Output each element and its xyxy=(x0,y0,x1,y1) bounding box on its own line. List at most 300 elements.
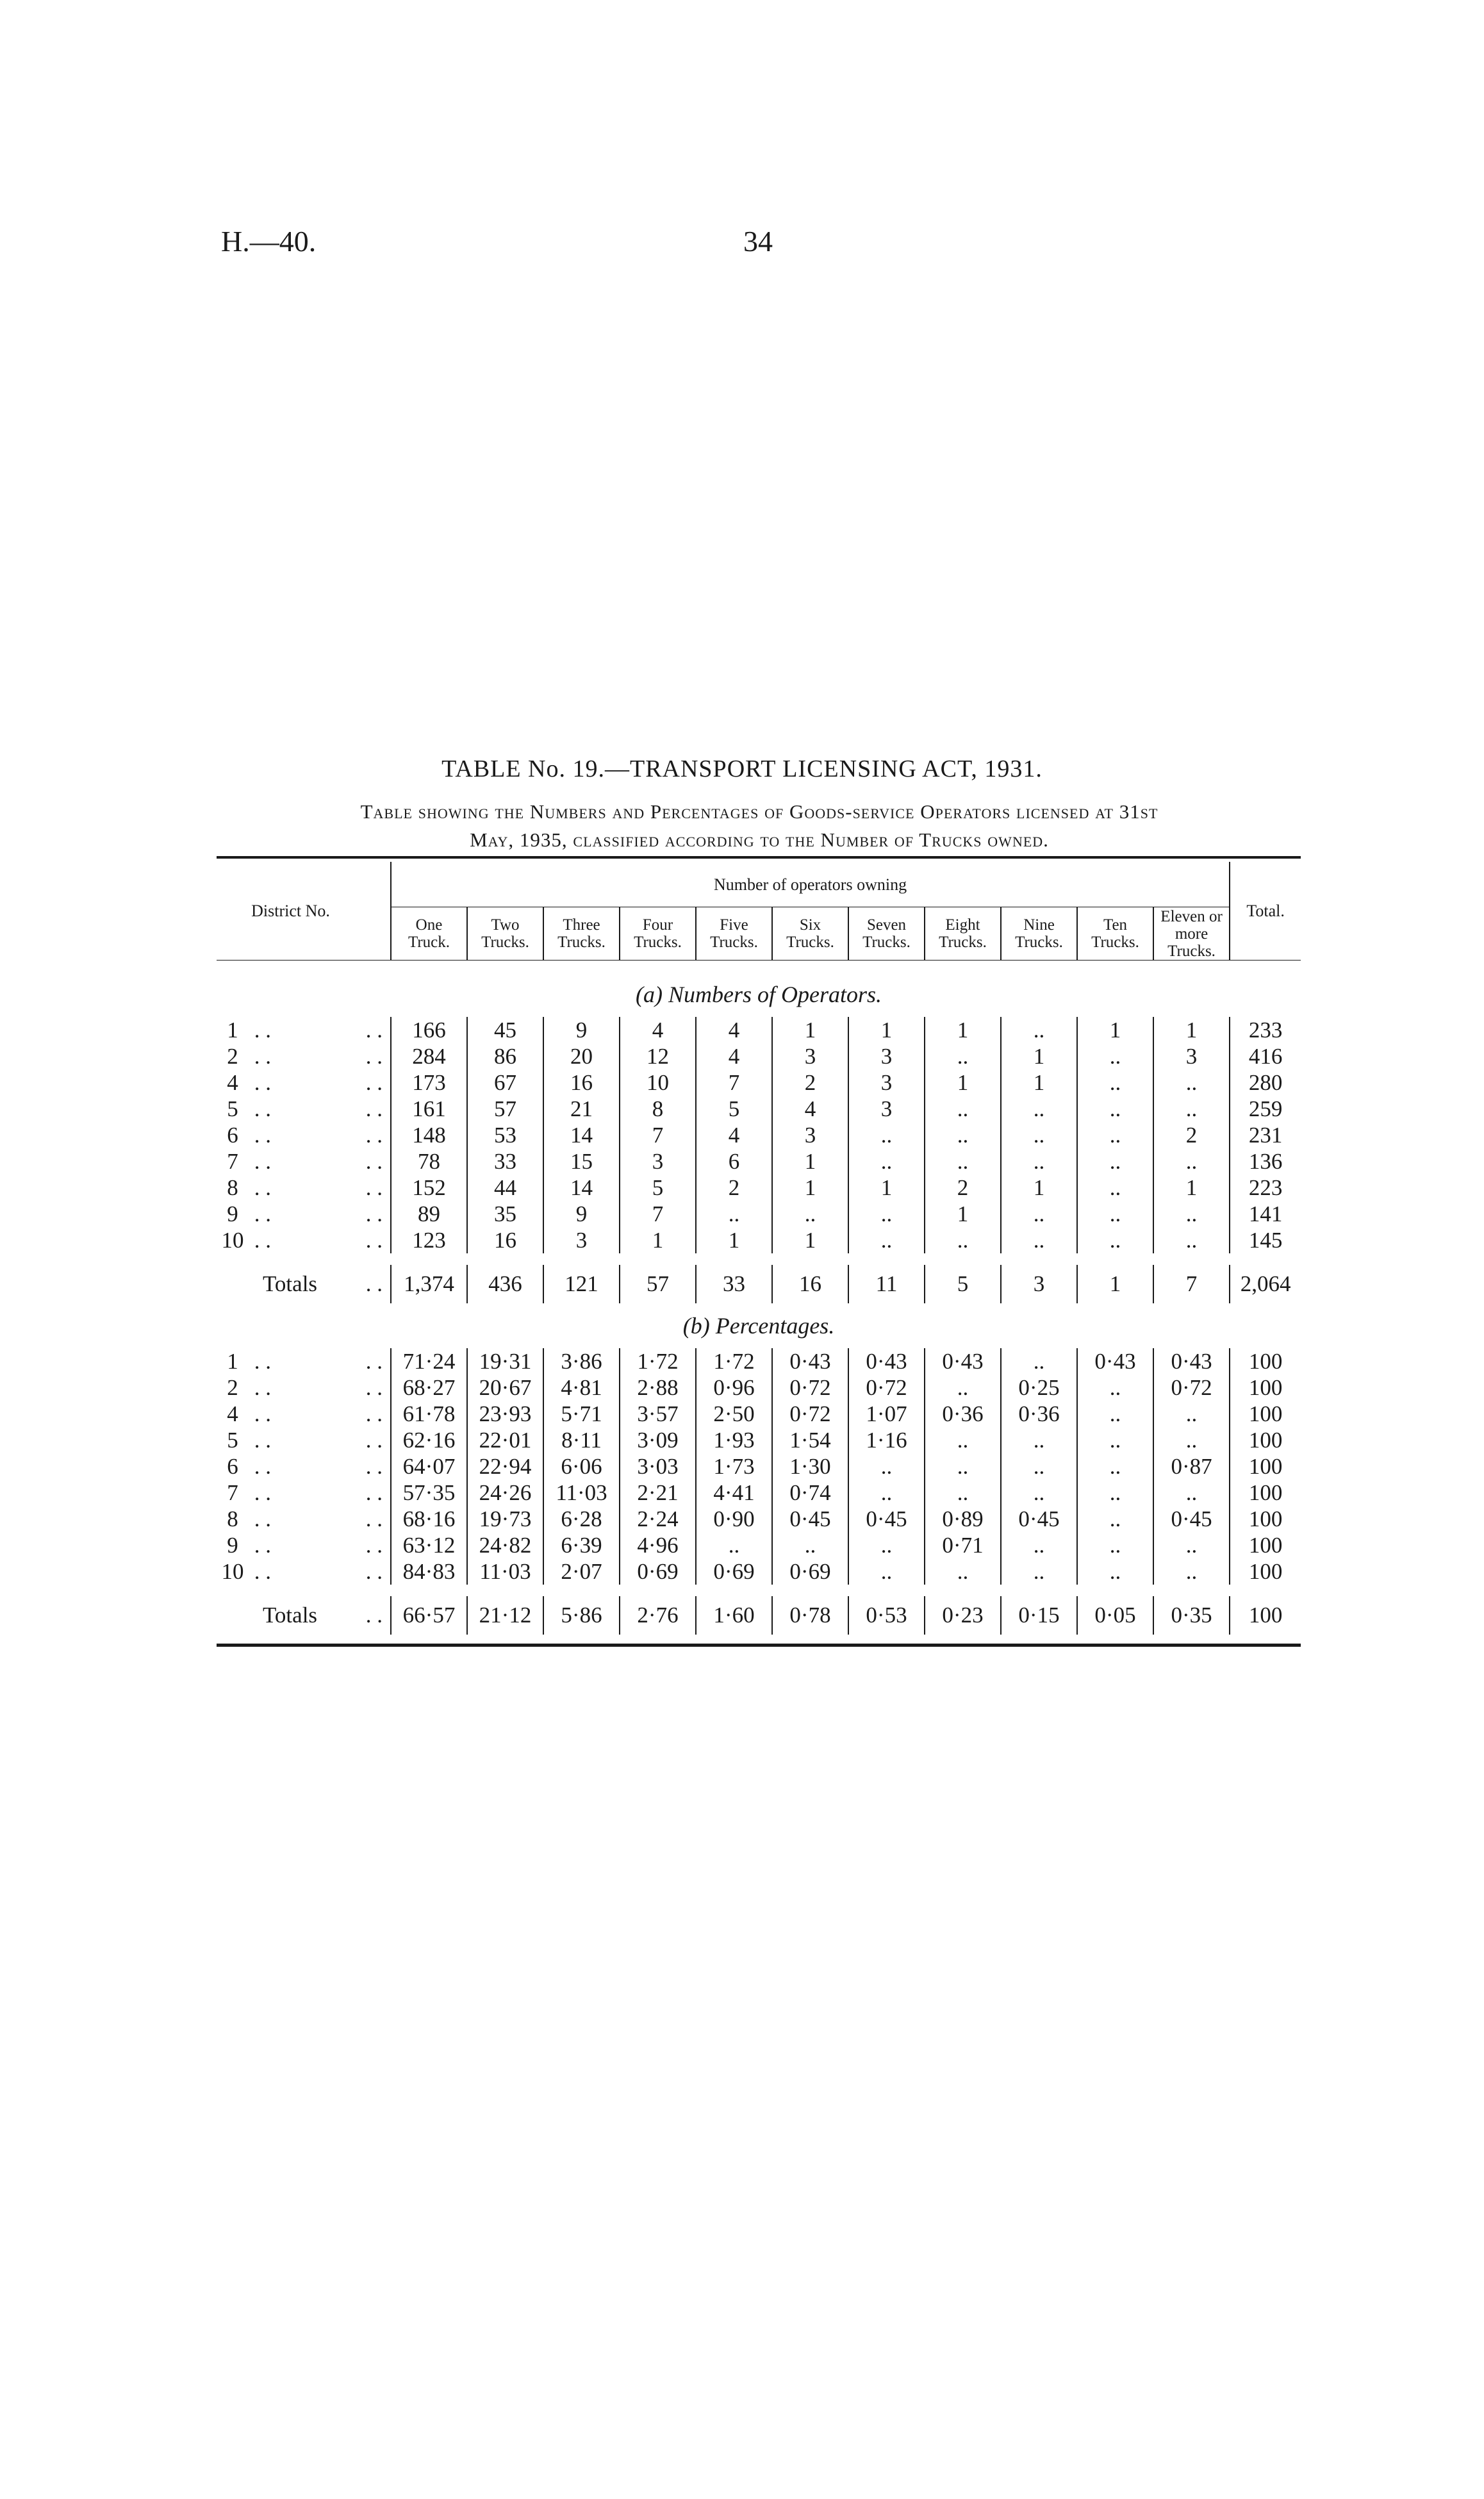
value-cell: 8·11 xyxy=(543,1427,620,1453)
leader-dots: . . xyxy=(365,1070,383,1095)
leader-dots: . . xyxy=(365,1175,383,1200)
leader-dots: . . xyxy=(365,1349,383,1374)
total-cell: 100 xyxy=(1230,1427,1301,1453)
value-cell: 3 xyxy=(848,1096,925,1122)
value-cell: .. xyxy=(1001,1558,1077,1585)
value-cell: 20·67 xyxy=(467,1374,543,1401)
value-cell: .. xyxy=(1153,1227,1230,1253)
value-cell: .. xyxy=(925,1558,1001,1585)
value-cell: 22·01 xyxy=(467,1427,543,1453)
leader-dots: . . xyxy=(365,1603,383,1628)
value-cell: .. xyxy=(848,1148,925,1175)
total-cell: 100 xyxy=(1230,1453,1301,1480)
leader-dots: . . xyxy=(249,1149,271,1174)
district-number: 8 xyxy=(227,1175,238,1200)
value-cell: 0·43 xyxy=(1077,1348,1153,1374)
spacer-row xyxy=(217,961,1301,973)
value-cell: 284 xyxy=(391,1043,467,1069)
value-cell: .. xyxy=(1077,1453,1153,1480)
totals-value-cell: 16 xyxy=(772,1265,848,1303)
totals-label-cell xyxy=(217,1596,391,1635)
table-row xyxy=(217,1148,1301,1175)
leader-dots: . . xyxy=(365,1096,383,1121)
leader-dots: . . xyxy=(365,1149,383,1174)
value-cell: .. xyxy=(848,1122,925,1148)
total-cell: 416 xyxy=(1230,1043,1301,1069)
column-header-line: Six xyxy=(799,916,821,934)
column-header-line: Eleven or xyxy=(1160,907,1223,925)
district-number: 7 xyxy=(227,1480,238,1505)
value-cell: 1·07 xyxy=(848,1401,925,1427)
value-cell: 0·72 xyxy=(848,1374,925,1401)
table-row xyxy=(217,1401,1301,1427)
totals-value-cell: 66·57 xyxy=(391,1596,467,1635)
column-header-line: Trucks. xyxy=(1015,934,1063,951)
column-header-line: Three xyxy=(563,916,600,934)
value-cell: .. xyxy=(925,1453,1001,1480)
value-cell: 4 xyxy=(696,1043,772,1069)
bottom-rule xyxy=(217,1644,1301,1647)
value-cell: 19·31 xyxy=(467,1348,543,1374)
district-number: 2 xyxy=(227,1375,238,1400)
value-cell: 16 xyxy=(467,1227,543,1253)
section-heading-row xyxy=(217,972,1301,1017)
value-cell: 6 xyxy=(696,1148,772,1175)
value-cell: 33 xyxy=(467,1148,543,1175)
value-cell: 0·43 xyxy=(772,1348,848,1374)
column-header-line: Trucks. xyxy=(634,934,682,951)
table-row xyxy=(217,1506,1301,1532)
value-cell: 89 xyxy=(391,1201,467,1227)
district-number: 10 xyxy=(221,1228,244,1253)
value-cell: 3·09 xyxy=(620,1427,696,1453)
total-cell: 100 xyxy=(1230,1348,1301,1374)
value-cell: 1·16 xyxy=(848,1427,925,1453)
column-header-line: Ten xyxy=(1103,916,1128,934)
district-cell xyxy=(217,1506,391,1532)
leader-dots: . . xyxy=(365,1480,383,1505)
column-header-line: Four xyxy=(642,916,673,934)
totals-value-cell: 33 xyxy=(696,1265,772,1303)
value-cell: .. xyxy=(1001,1096,1077,1122)
value-cell: 64·07 xyxy=(391,1453,467,1480)
value-cell: 1·30 xyxy=(772,1453,848,1480)
totals-value-cell: 5 xyxy=(925,1265,1001,1303)
column-header xyxy=(696,907,772,961)
value-cell: .. xyxy=(1001,1453,1077,1480)
page-code: H.—40. xyxy=(221,225,317,258)
table-row xyxy=(217,1558,1301,1585)
value-cell: 3 xyxy=(772,1043,848,1069)
district-cell xyxy=(217,1453,391,1480)
value-cell: 57 xyxy=(467,1096,543,1122)
value-cell: 1 xyxy=(772,1017,848,1043)
leader-dots: . . xyxy=(365,1506,383,1531)
district-number: 1 xyxy=(227,1349,238,1374)
total-cell: 223 xyxy=(1230,1175,1301,1201)
value-cell: 0·45 xyxy=(1153,1506,1230,1532)
value-cell: 2 xyxy=(772,1069,848,1096)
totals-value-cell: 11 xyxy=(848,1265,925,1303)
total-cell: 233 xyxy=(1230,1017,1301,1043)
value-cell: 7 xyxy=(696,1069,772,1096)
leader-dots: . . xyxy=(249,1428,271,1453)
table-row xyxy=(217,1201,1301,1227)
value-cell: 0·72 xyxy=(772,1374,848,1401)
value-cell: 6·28 xyxy=(543,1506,620,1532)
value-cell: 1·93 xyxy=(696,1427,772,1453)
value-cell: 4·81 xyxy=(543,1374,620,1401)
value-cell: 1 xyxy=(848,1017,925,1043)
value-cell: 0·96 xyxy=(696,1374,772,1401)
table-title: TABLE No. 19.—TRANSPORT LICENSING ACT, 1931. xyxy=(441,755,1043,782)
value-cell: .. xyxy=(1153,1427,1230,1453)
value-cell: 3 xyxy=(620,1148,696,1175)
value-cell: 4·41 xyxy=(696,1480,772,1506)
district-cell xyxy=(217,1480,391,1506)
value-cell: .. xyxy=(1077,1401,1153,1427)
value-cell: 11·03 xyxy=(543,1480,620,1506)
table-row xyxy=(217,1453,1301,1480)
value-cell: 2 xyxy=(696,1175,772,1201)
value-cell: 8 xyxy=(620,1096,696,1122)
table-row xyxy=(217,1175,1301,1201)
value-cell: .. xyxy=(925,1122,1001,1148)
value-cell: 0·90 xyxy=(696,1506,772,1532)
leader-dots: . . xyxy=(365,1123,383,1148)
table-row xyxy=(217,1043,1301,1069)
total-cell: 259 xyxy=(1230,1096,1301,1122)
value-cell: 24·26 xyxy=(467,1480,543,1506)
value-cell: .. xyxy=(1077,1175,1153,1201)
value-cell: .. xyxy=(848,1201,925,1227)
value-cell: 1 xyxy=(1001,1069,1077,1096)
total-cell: 100 xyxy=(1230,1374,1301,1401)
value-cell: .. xyxy=(1001,1348,1077,1374)
value-cell: 68·16 xyxy=(391,1506,467,1532)
value-cell: 0·43 xyxy=(848,1348,925,1374)
leader-dots: . . xyxy=(365,1375,383,1400)
leader-dots: . . xyxy=(249,1375,271,1400)
totals-value-cell: 5·86 xyxy=(543,1596,620,1635)
totals-value-cell: 0·78 xyxy=(772,1596,848,1635)
column-header-line: Trucks. xyxy=(1091,934,1139,951)
column-header xyxy=(925,907,1001,961)
column-header-line: Nine xyxy=(1023,916,1055,934)
grand-total-cell: 100 xyxy=(1230,1596,1301,1635)
value-cell: 0·45 xyxy=(1001,1506,1077,1532)
leader-dots: . . xyxy=(249,1070,271,1095)
totals-value-cell: 1 xyxy=(1077,1265,1153,1303)
value-cell: .. xyxy=(1077,1374,1153,1401)
column-header xyxy=(620,907,696,961)
leader-dots: . . xyxy=(249,1201,271,1226)
leader-dots: . . xyxy=(249,1044,271,1069)
value-cell: 2·24 xyxy=(620,1506,696,1532)
value-cell: 161 xyxy=(391,1096,467,1122)
section-heading-row xyxy=(217,1303,1301,1348)
value-cell: .. xyxy=(1153,1201,1230,1227)
value-cell: .. xyxy=(1001,1532,1077,1558)
value-cell: 4 xyxy=(696,1122,772,1148)
group-header: Number of operators owning xyxy=(391,862,1230,907)
value-cell: 1 xyxy=(772,1227,848,1253)
district-cell xyxy=(217,1096,391,1122)
leader-dots: . . xyxy=(249,1175,271,1200)
district-cell xyxy=(217,1201,391,1227)
value-cell: .. xyxy=(1077,1532,1153,1558)
table-row xyxy=(217,1017,1301,1043)
value-cell: 57·35 xyxy=(391,1480,467,1506)
value-cell: 3 xyxy=(543,1227,620,1253)
value-cell: .. xyxy=(1077,1096,1153,1122)
value-cell: 0·87 xyxy=(1153,1453,1230,1480)
totals-value-cell: 1·60 xyxy=(696,1596,772,1635)
value-cell: 1·72 xyxy=(620,1348,696,1374)
district-number: 5 xyxy=(227,1428,238,1453)
value-cell: 148 xyxy=(391,1122,467,1148)
value-cell: 14 xyxy=(543,1175,620,1201)
district-cell xyxy=(217,1017,391,1043)
leader-dots: . . xyxy=(249,1401,271,1426)
value-cell: 1 xyxy=(772,1148,848,1175)
value-cell: .. xyxy=(1001,1427,1077,1453)
value-cell: 3 xyxy=(848,1069,925,1096)
value-cell: .. xyxy=(1077,1427,1153,1453)
section-heading: (b) Percentages. xyxy=(682,1313,835,1339)
value-cell: .. xyxy=(1153,1480,1230,1506)
value-cell: .. xyxy=(1153,1558,1230,1585)
value-cell: 78 xyxy=(391,1148,467,1175)
subtitle-line-2: May, 1935, classified according to the Number of Trucks owned. xyxy=(470,829,1049,851)
totals-value-cell: 436 xyxy=(467,1265,543,1303)
value-cell: .. xyxy=(925,1480,1001,1506)
table-row xyxy=(217,1227,1301,1253)
value-cell: .. xyxy=(848,1453,925,1480)
leader-dots: . . xyxy=(249,1096,271,1121)
value-cell: .. xyxy=(1077,1506,1153,1532)
column-header-line: Trucks. xyxy=(710,934,758,951)
district-cell xyxy=(217,1069,391,1096)
totals-value-cell: 0·15 xyxy=(1001,1596,1077,1635)
column-header-line: Trucks. xyxy=(557,934,606,951)
value-cell: 3 xyxy=(1153,1043,1230,1069)
column-header xyxy=(1001,907,1077,961)
value-cell: 68·27 xyxy=(391,1374,467,1401)
leader-dots: . . xyxy=(365,1401,383,1426)
spacer-cell xyxy=(217,961,1301,973)
table-row xyxy=(217,1427,1301,1453)
value-cell: .. xyxy=(925,1374,1001,1401)
value-cell: 123 xyxy=(391,1227,467,1253)
value-cell: 2·07 xyxy=(543,1558,620,1585)
value-cell: 9 xyxy=(543,1017,620,1043)
table-row xyxy=(217,1374,1301,1401)
column-header-line: Five xyxy=(720,916,748,934)
table-row xyxy=(217,1122,1301,1148)
value-cell: 1 xyxy=(1153,1175,1230,1201)
value-cell: 4 xyxy=(620,1017,696,1043)
value-cell: 53 xyxy=(467,1122,543,1148)
value-cell: 3·57 xyxy=(620,1401,696,1427)
total-cell: 100 xyxy=(1230,1506,1301,1532)
column-header xyxy=(391,907,467,961)
leader-dots: . . xyxy=(249,1506,271,1531)
total-cell: 141 xyxy=(1230,1201,1301,1227)
totals-label: Totals xyxy=(263,1271,318,1296)
column-header-line: One xyxy=(415,916,443,934)
total-header: Total. xyxy=(1230,862,1301,961)
totals-value-cell: 0·05 xyxy=(1077,1596,1153,1635)
value-cell: 20 xyxy=(543,1043,620,1069)
value-cell: .. xyxy=(1077,1480,1153,1506)
total-cell: 100 xyxy=(1230,1532,1301,1558)
value-cell: .. xyxy=(1001,1201,1077,1227)
value-cell: 7 xyxy=(620,1201,696,1227)
column-header-line: Seven xyxy=(866,916,907,934)
value-cell: 23·93 xyxy=(467,1401,543,1427)
value-cell: 1 xyxy=(696,1227,772,1253)
value-cell: 84·83 xyxy=(391,1558,467,1585)
top-rule xyxy=(217,856,1301,859)
value-cell: .. xyxy=(1077,1201,1153,1227)
leader-dots: . . xyxy=(249,1480,271,1505)
district-cell xyxy=(217,1427,391,1453)
totals-value-cell: 1,374 xyxy=(391,1265,467,1303)
value-cell: .. xyxy=(1077,1227,1153,1253)
value-cell: 6·39 xyxy=(543,1532,620,1558)
value-cell: 0·45 xyxy=(772,1506,848,1532)
totals-row xyxy=(217,1265,1301,1303)
leader-dots: . . xyxy=(365,1271,383,1296)
value-cell: 2·88 xyxy=(620,1374,696,1401)
total-cell: 145 xyxy=(1230,1227,1301,1253)
value-cell: 63·12 xyxy=(391,1532,467,1558)
value-cell: 166 xyxy=(391,1017,467,1043)
value-cell: 16 xyxy=(543,1069,620,1096)
value-cell: .. xyxy=(1001,1480,1077,1506)
district-cell xyxy=(217,1558,391,1585)
district-number: 8 xyxy=(227,1506,238,1531)
table-row xyxy=(217,1096,1301,1122)
column-header xyxy=(848,907,925,961)
district-number: 1 xyxy=(227,1018,238,1043)
value-cell: 0·89 xyxy=(925,1506,1001,1532)
value-cell: 12 xyxy=(620,1043,696,1069)
value-cell: 1 xyxy=(1077,1017,1153,1043)
value-cell: .. xyxy=(925,1427,1001,1453)
column-header-line: Trucks. xyxy=(786,934,834,951)
total-cell: 100 xyxy=(1230,1558,1301,1585)
district-header: District No. xyxy=(217,862,391,961)
totals-value-cell: 57 xyxy=(620,1265,696,1303)
leader-dots: . . xyxy=(249,1559,271,1584)
value-cell: .. xyxy=(772,1532,848,1558)
value-cell: .. xyxy=(1077,1148,1153,1175)
leader-dots: . . xyxy=(249,1123,271,1148)
value-cell: 24·82 xyxy=(467,1532,543,1558)
leader-dots: . . xyxy=(365,1018,383,1043)
value-cell: 10 xyxy=(620,1069,696,1096)
leader-dots: . . xyxy=(365,1559,383,1584)
leader-dots: . . xyxy=(249,1228,271,1253)
totals-value-cell: 0·53 xyxy=(848,1596,925,1635)
leader-dots: . . xyxy=(365,1201,383,1226)
district-cell xyxy=(217,1532,391,1558)
value-cell: .. xyxy=(1077,1069,1153,1096)
column-header-line: more xyxy=(1175,925,1208,943)
value-cell: .. xyxy=(1001,1227,1077,1253)
value-cell: .. xyxy=(1153,1148,1230,1175)
district-number: 6 xyxy=(227,1123,238,1148)
table-row xyxy=(217,1069,1301,1096)
value-cell: 35 xyxy=(467,1201,543,1227)
value-cell: .. xyxy=(925,1043,1001,1069)
table-subtitle xyxy=(215,798,1304,854)
total-cell: 231 xyxy=(1230,1122,1301,1148)
column-header-line: Trucks. xyxy=(1167,942,1216,960)
spacer-cell xyxy=(217,1253,1301,1265)
value-cell: 0·72 xyxy=(1153,1374,1230,1401)
district-cell xyxy=(217,1043,391,1069)
leader-dots: . . xyxy=(365,1228,383,1253)
spacer-cell xyxy=(217,1585,1301,1596)
district-cell xyxy=(217,1148,391,1175)
value-cell: 9 xyxy=(543,1201,620,1227)
table-row xyxy=(217,1480,1301,1506)
district-number: 6 xyxy=(227,1454,238,1479)
value-cell: 4 xyxy=(772,1096,848,1122)
value-cell: 3·86 xyxy=(543,1348,620,1374)
totals-label: Totals xyxy=(263,1603,318,1628)
value-cell: 15 xyxy=(543,1148,620,1175)
district-number: 4 xyxy=(227,1070,238,1095)
value-cell: 3 xyxy=(772,1122,848,1148)
value-cell: .. xyxy=(1153,1096,1230,1122)
value-cell: .. xyxy=(1153,1532,1230,1558)
value-cell: 152 xyxy=(391,1175,467,1201)
value-cell: .. xyxy=(1001,1122,1077,1148)
totals-value-cell: 7 xyxy=(1153,1265,1230,1303)
value-cell: .. xyxy=(925,1096,1001,1122)
table-row xyxy=(217,1348,1301,1374)
value-cell: .. xyxy=(925,1227,1001,1253)
value-cell: 5 xyxy=(696,1096,772,1122)
leader-dots: . . xyxy=(249,1533,271,1558)
totals-value-cell: 2·76 xyxy=(620,1596,696,1635)
value-cell: 1 xyxy=(772,1175,848,1201)
leader-dots: . . xyxy=(365,1533,383,1558)
column-header-line: Trucks. xyxy=(862,934,911,951)
totals-value-cell: 3 xyxy=(1001,1265,1077,1303)
value-cell: 0·69 xyxy=(772,1558,848,1585)
totals-label-cell xyxy=(217,1265,391,1303)
totals-value-cell: 21·12 xyxy=(467,1596,543,1635)
value-cell: .. xyxy=(848,1227,925,1253)
value-cell: .. xyxy=(848,1480,925,1506)
value-cell: 45 xyxy=(467,1017,543,1043)
district-number: 5 xyxy=(227,1096,238,1121)
page-number: 34 xyxy=(743,225,773,258)
spacer-row xyxy=(217,1253,1301,1265)
district-cell xyxy=(217,1401,391,1427)
district-number: 9 xyxy=(227,1201,238,1226)
value-cell: 22·94 xyxy=(467,1453,543,1480)
value-cell: 6·06 xyxy=(543,1453,620,1480)
value-cell: 4·96 xyxy=(620,1532,696,1558)
value-cell: .. xyxy=(1077,1558,1153,1585)
value-cell: 0·25 xyxy=(1001,1374,1077,1401)
